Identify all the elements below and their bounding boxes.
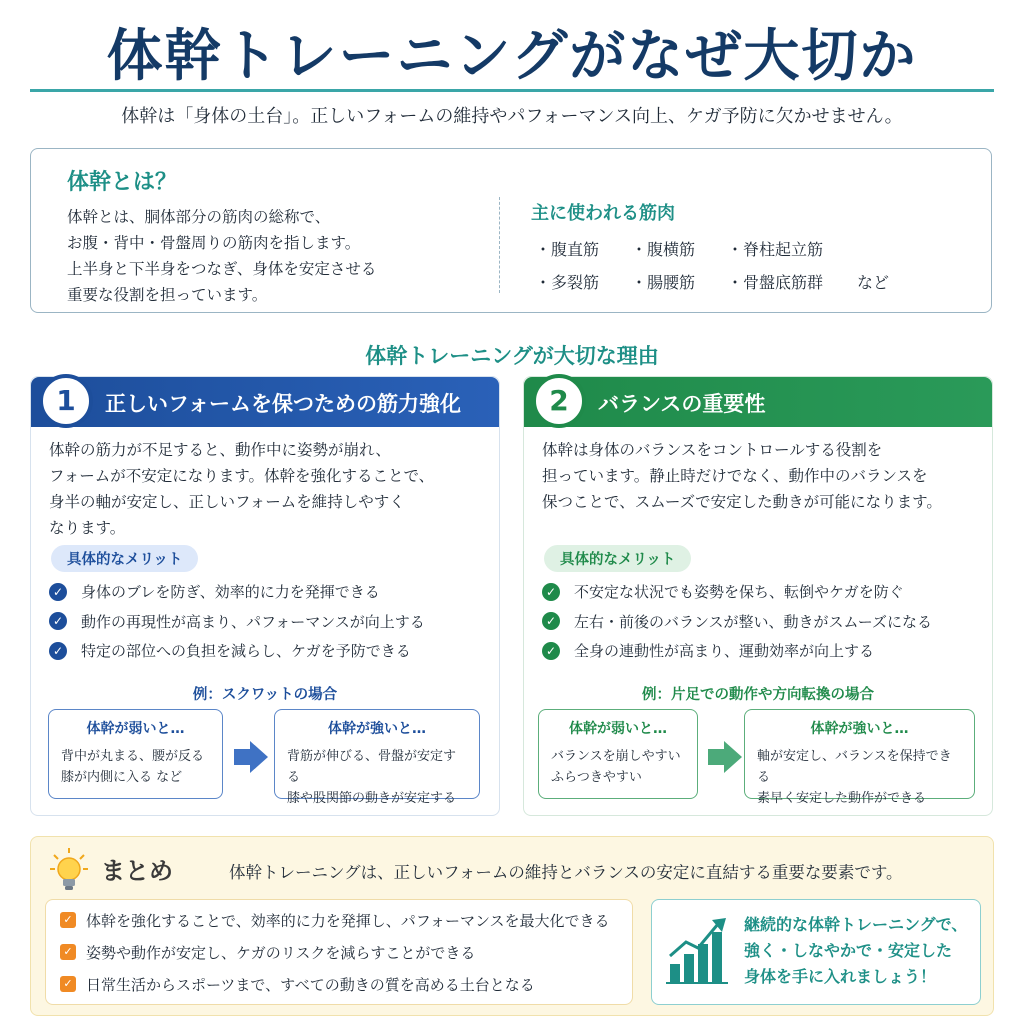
card-header (31, 377, 499, 427)
summary-point-text: 日常生活からスポーツまで、すべての動きの質を高める土台となる (86, 975, 535, 994)
check-circle-icon: ✓ (542, 612, 560, 630)
card-title: 正しいフォームを保つための筋力強化 (105, 392, 461, 416)
muscle-item (857, 237, 917, 260)
definition-line: 体幹とは、胴体部分の筋肉の総称で、 (67, 208, 331, 226)
summary-panel (30, 836, 994, 1016)
card-description (49, 437, 489, 541)
dashed-divider (499, 197, 500, 293)
motivation-line: 強く・しなやかで・安定した (744, 941, 953, 960)
merit-item (49, 636, 489, 666)
definition-line: お腹・背中・骨盤周りの筋肉を指します。 (67, 234, 361, 252)
strong-core-box (274, 709, 480, 806)
summary-point-list (45, 899, 633, 1005)
muscle-item-etc: など (857, 273, 890, 292)
weak-core-line: 膝が内側に入る など (61, 770, 183, 785)
strong-core-box (744, 709, 975, 806)
motivation-line: 継続的な体幹トレーニングで、 (744, 915, 968, 934)
definition-text (67, 204, 487, 308)
check-circle-icon: ✓ (49, 583, 67, 601)
summary-heading: まとめ (101, 857, 173, 885)
growth-chart-icon (666, 916, 730, 986)
strong-core-line: 素早く安定した動作ができる (757, 791, 927, 806)
merit-list (542, 577, 982, 666)
title-divider (30, 89, 994, 92)
card-description-line: なります。 (49, 519, 126, 537)
definition-heading: 体幹とは？ (67, 170, 178, 195)
checkbox-icon: ✓ (60, 976, 76, 992)
weak-core-box (48, 709, 223, 799)
reason-card-balance (523, 376, 993, 816)
card-description (542, 437, 982, 515)
merit-list (49, 577, 489, 666)
card-title: バランスの重要性 (598, 392, 766, 416)
muscle-item: ・腹横筋 (631, 240, 696, 259)
weak-core-line: バランスを崩しやすい (551, 749, 681, 764)
definition-line: 重要な役割を担っています。 (67, 286, 268, 304)
muscle-item: ・腹直筋 (535, 240, 600, 259)
card-description-line: 担っています。静止時だけでなく、動作中のバランスを (542, 467, 928, 485)
muscle-item: ・腸腰筋 (631, 273, 696, 292)
checkbox-icon: ✓ (60, 912, 76, 928)
check-circle-icon: ✓ (49, 612, 67, 630)
muscle-item: ・骨盤底筋群 (727, 273, 824, 292)
merit-label-badge: 具体的なメリット (544, 545, 691, 572)
merit-text: 左右・前後のバランスが整い、動きがスムーズになる (574, 612, 933, 631)
check-circle-icon: ✓ (542, 642, 560, 660)
weak-core-line: 背中が丸まる、腰が反る (61, 749, 205, 764)
strong-core-title: 体幹が強いと… (328, 721, 426, 737)
card-description-line: フォームが不安定になります。体幹を強化することで、 (49, 467, 435, 485)
definition-line: 上半身と下半身をつなぎ、身体を安定させる (67, 260, 377, 278)
card-description-line: 保つことで、スムーズで安定した動きが可能になります。 (542, 493, 942, 511)
card-number-badge: 2 (532, 374, 586, 428)
strong-core-line: 膝や股関節の動きが安定する (287, 791, 457, 806)
card-header (524, 377, 992, 427)
merit-item (49, 607, 489, 637)
summary-point (60, 936, 618, 968)
muscle-item: ・脊柱起立筋 (727, 240, 824, 259)
motivation-box (651, 899, 981, 1005)
weak-core-title: 体幹が弱いと… (86, 721, 185, 737)
lightbulb-icon (49, 847, 89, 893)
card-description-line: 体幹の筋力が不足すると、動作中に姿勢が崩れ、 (49, 441, 391, 459)
summary-point (60, 968, 618, 1000)
weak-core-title: 体幹が弱いと… (569, 721, 667, 737)
reasons-heading: 体幹トレーニングが大切な理由 (365, 344, 659, 368)
merit-text: 特定の部位への負担を減らし、ケガを予防できる (81, 642, 411, 661)
card-number-badge: 1 (39, 374, 93, 428)
merit-item (542, 636, 982, 666)
card-description-line: 身半の軸が安定し、正しいフォームを維持しやすく (49, 493, 405, 511)
merit-text: 不安定な状況でも姿勢を保ち、転倒やケガを防ぐ (574, 583, 904, 602)
page-title: 体幹トレーニングがなぜ大切か (106, 24, 918, 89)
merit-text: 身体のブレを防ぎ、効率的に力を発揮できる (81, 583, 380, 602)
motivation-line: 身体を手に入れましょう！ (744, 967, 937, 986)
merit-item (49, 577, 489, 607)
strong-core-line: 軸が安定し、バランスを保持できる (757, 749, 952, 785)
weak-core-box (538, 709, 698, 799)
reason-card-form (30, 376, 500, 816)
check-circle-icon: ✓ (49, 642, 67, 660)
example-label: 例：スクワットの場合 (192, 687, 338, 703)
merit-label-badge: 具体的なメリット (51, 545, 198, 572)
strong-core-line: 背筋が伸びる、骨盤が安定する (287, 749, 457, 785)
muscle-list (535, 237, 975, 293)
check-circle-icon: ✓ (542, 583, 560, 601)
example-label: 例：片足での動作や方向転換の場合 (642, 687, 874, 703)
page-subtitle: 体幹は「身体の土台」。正しいフォームの維持やパフォーマンス向上、ケガ予防に欠かせません。 (121, 106, 903, 127)
card-description-line: 体幹は身体のバランスをコントロールする役割を (542, 441, 883, 459)
merit-text: 動作の再現性が高まり、パフォーマンスが向上する (81, 612, 425, 631)
summary-point-text: 体幹を強化することで、効率的に力を発揮し、パフォーマンスを最大化できる (86, 911, 610, 930)
merit-text: 全身の連動性が高まり、運動効率が向上する (574, 642, 875, 661)
muscles-heading: 主に使われる筋肉 (531, 203, 675, 224)
definition-panel (30, 148, 992, 313)
weak-core-line: ふらつきやすい (551, 770, 642, 785)
strong-core-title: 体幹が強いと… (810, 721, 909, 737)
summary-lead: 体幹トレーニングは、正しいフォームの維持とバランスの安定に直結する重要な要素です。 (229, 863, 903, 882)
muscle-item: ・多裂筋 (535, 273, 600, 292)
summary-point (60, 904, 618, 936)
checkbox-icon: ✓ (60, 944, 76, 960)
merit-item (542, 607, 982, 637)
merit-item (542, 577, 982, 607)
summary-point-text: 姿勢や動作が安定し、ケガのリスクを減らすことができる (86, 943, 476, 962)
motivation-text (744, 912, 976, 990)
